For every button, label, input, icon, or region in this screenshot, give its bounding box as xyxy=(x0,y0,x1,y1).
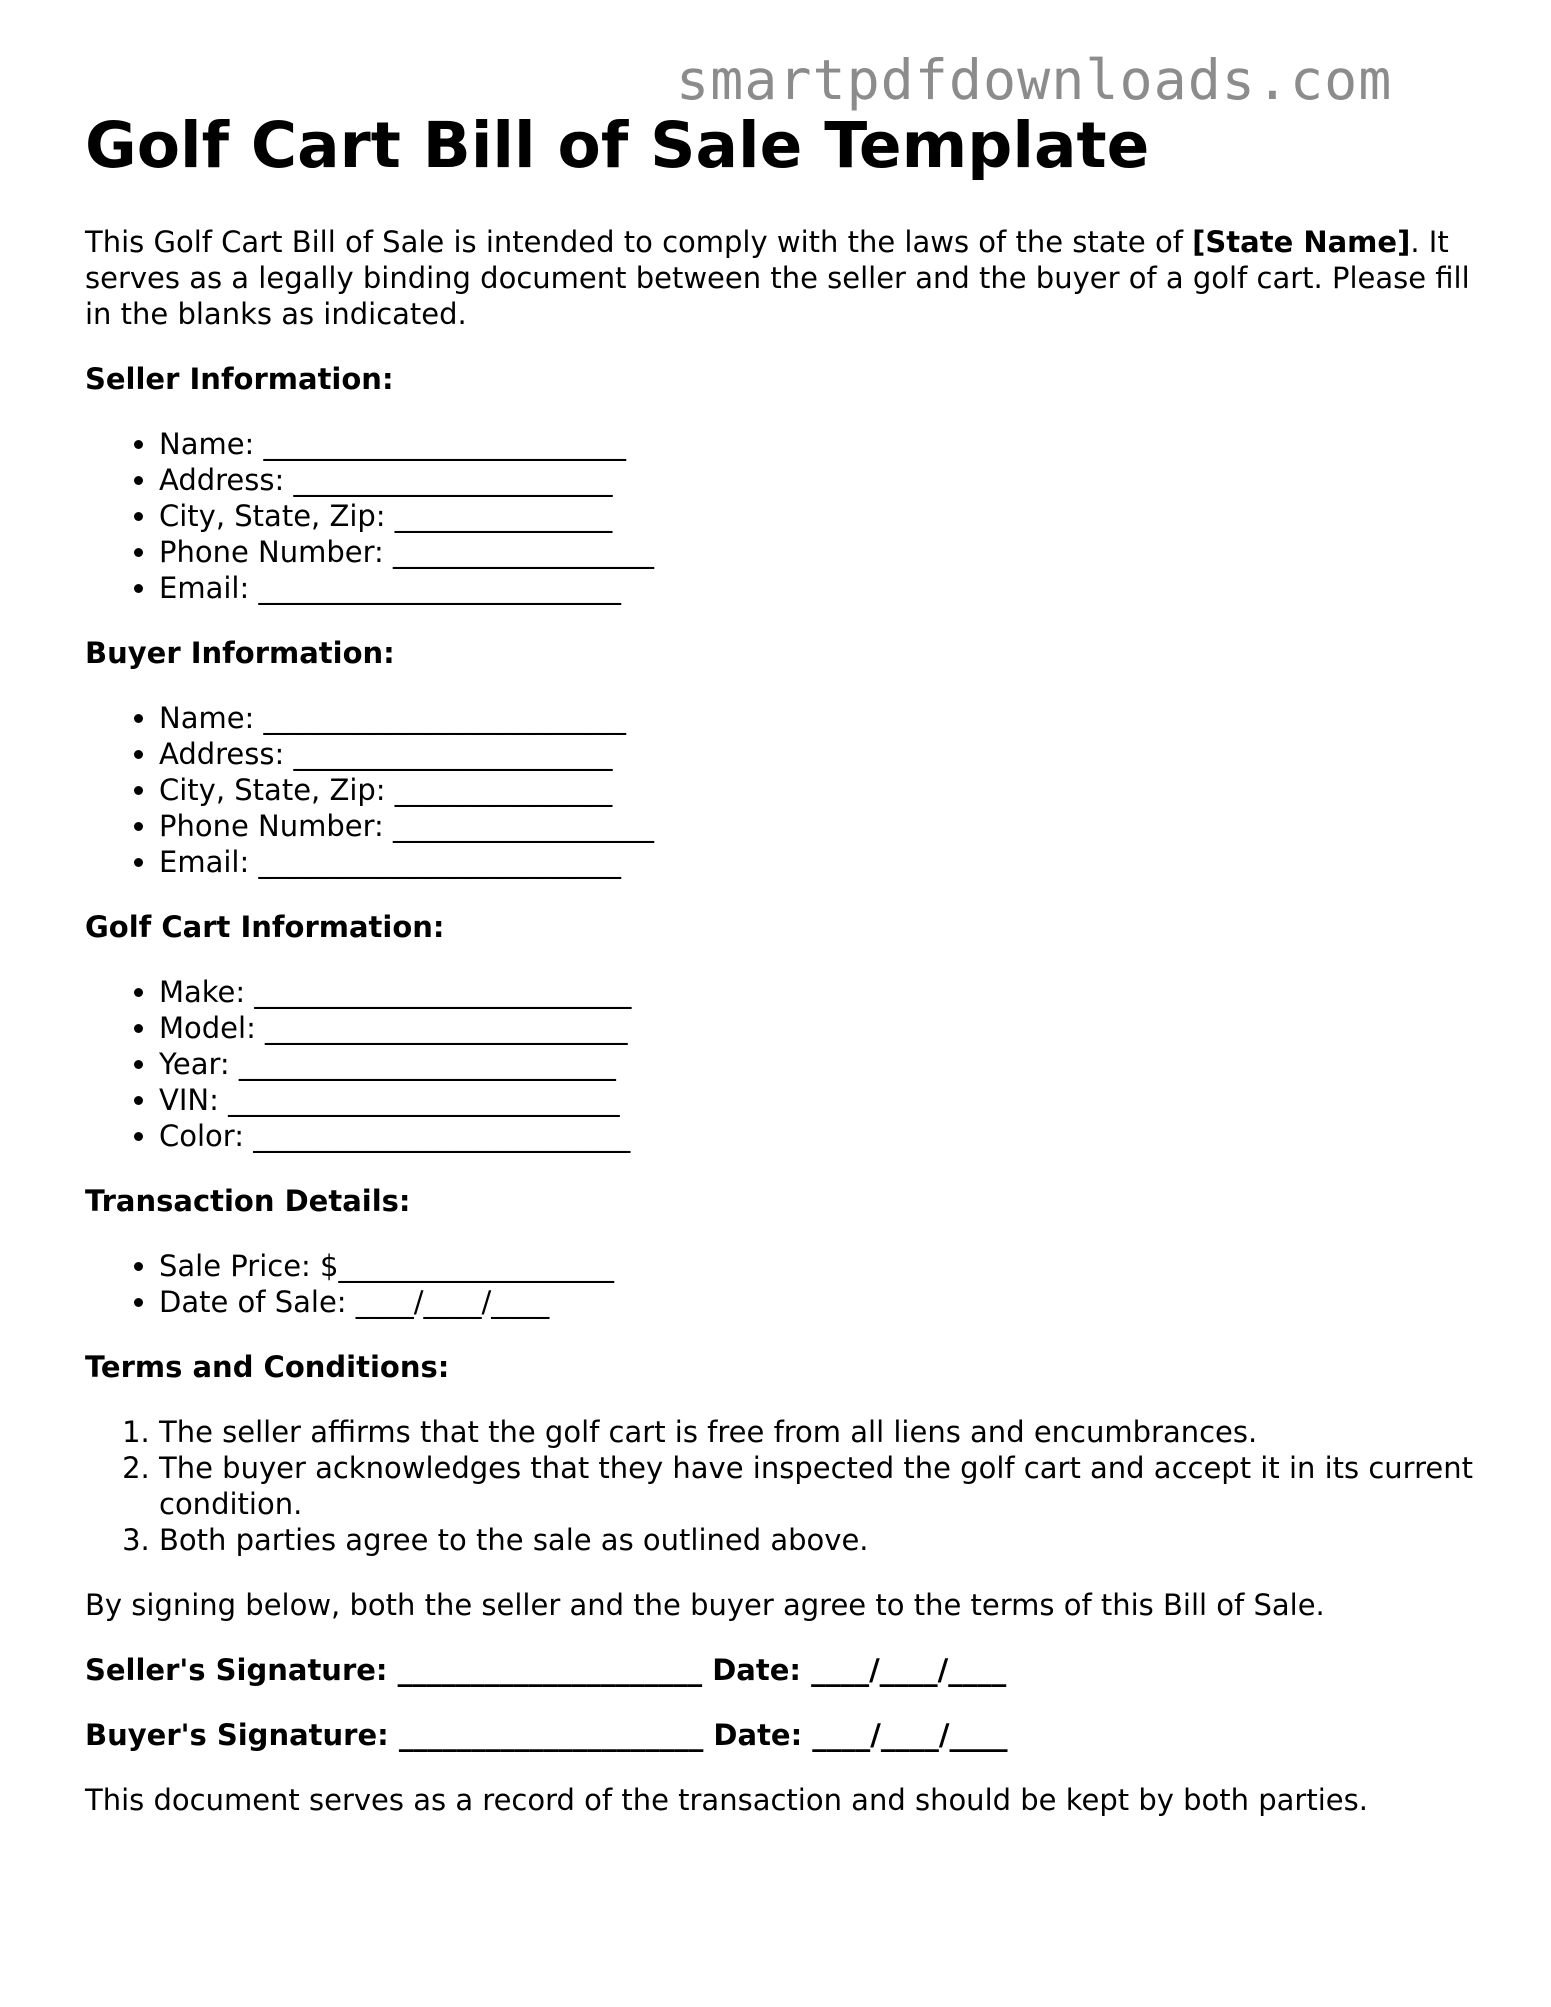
cart-color-field: • Color: __________________________ xyxy=(159,1118,1475,1154)
buyer-phone-field: • Phone Number: __________________ xyxy=(159,808,1475,844)
buyer-name-field: • Name: _________________________ xyxy=(159,700,1475,736)
seller-phone-field: • Phone Number: __________________ xyxy=(159,534,1475,570)
seller-name-field: • Name: _________________________ xyxy=(159,426,1475,462)
terms-heading: Terms and Conditions: xyxy=(85,1350,450,1384)
seller-city-state-zip-field: • City, State, Zip: _______________ xyxy=(159,498,1475,534)
sale-price-field: • Sale Price: $___________________ xyxy=(159,1248,1475,1284)
date-of-sale-field: • Date of Sale: ____/____/____ xyxy=(159,1284,1475,1320)
intro-before: This Golf Cart Bill of Sale is intended to comply with the laws of the state of xyxy=(85,225,1193,259)
cart-list xyxy=(85,974,1475,1154)
seller-list xyxy=(85,426,1475,606)
seller-signature-line: Seller's Signature: _____________________ Date: ____/____/____ xyxy=(85,1653,1007,1687)
page-title: Golf Cart Bill of Sale Template xyxy=(85,109,1150,182)
cart-vin-field: • VIN: ___________________________ xyxy=(159,1082,1475,1118)
cart-make-field: • Make: __________________________ xyxy=(159,974,1475,1010)
transaction-heading: Transaction Details: xyxy=(85,1184,411,1218)
intro-after: . It serves as a legally binding document between the seller and the buyer of a golf cart. Please fill in the blanks as indicated. xyxy=(85,225,1470,331)
cart-model-field: • Model: _________________________ xyxy=(159,1010,1475,1046)
terms-list xyxy=(85,1414,1475,1558)
cart-year-field: • Year: __________________________ xyxy=(159,1046,1475,1082)
term-item: 1. The seller affirms that the golf cart is free from all liens and encumbrances. xyxy=(159,1414,1475,1450)
buyer-heading: Buyer Information: xyxy=(85,636,395,670)
cart-heading: Golf Cart Information: xyxy=(85,910,445,944)
state-name-placeholder: [State Name] xyxy=(1192,225,1411,259)
buyer-address-field: • Address: ______________________ xyxy=(159,736,1475,772)
intro-paragraph xyxy=(85,224,1475,332)
transaction-list xyxy=(85,1248,1475,1320)
buyer-email-field: • Email: _________________________ xyxy=(159,844,1475,880)
document-page xyxy=(85,106,1475,1847)
buyer-list xyxy=(85,700,1475,880)
seller-email-field: • Email: _________________________ xyxy=(159,570,1475,606)
agreement-paragraph: By signing below, both the seller and the buyer agree to the terms of this Bill of Sale. xyxy=(85,1588,1325,1622)
term-item: 2. The buyer acknowledges that they have inspected the golf cart and accept it in its current condition. xyxy=(159,1450,1475,1522)
seller-heading: Seller Information: xyxy=(85,362,394,396)
buyer-signature-line: Buyer's Signature: _____________________ Date: ____/____/____ xyxy=(85,1718,1008,1752)
term-item: 3. Both parties agree to the sale as outlined above. xyxy=(159,1522,1475,1558)
footer-note: This document serves as a record of the transaction and should be kept by both parties. xyxy=(85,1783,1368,1817)
seller-address-field: • Address: ______________________ xyxy=(159,462,1475,498)
watermark: smartpdfdownloads.com xyxy=(676,48,1393,112)
buyer-city-state-zip-field: • City, State, Zip: _______________ xyxy=(159,772,1475,808)
